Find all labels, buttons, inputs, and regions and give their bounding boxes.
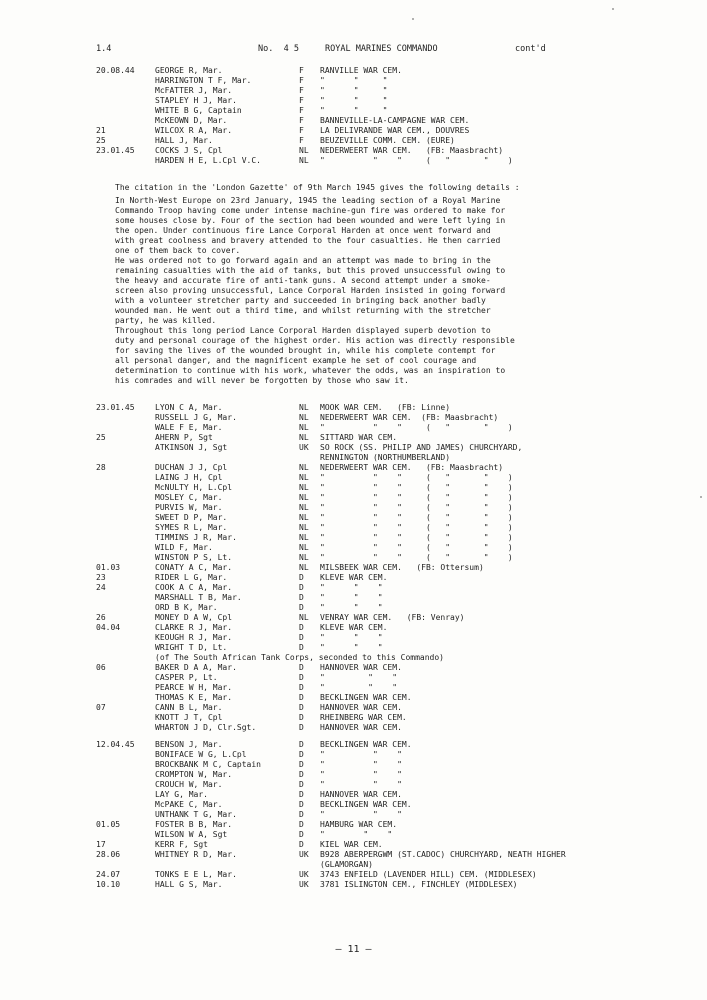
location-cell: " " " bbox=[320, 673, 398, 682]
country-cell: D bbox=[299, 643, 304, 652]
name-cell: GEORGE R, Mar. bbox=[155, 66, 223, 75]
country-cell: D bbox=[299, 723, 304, 732]
scan-speck bbox=[612, 8, 614, 10]
name-cell: WILCOX R A, Mar. bbox=[155, 126, 233, 135]
name-cell: MOSLEY C, Mar. bbox=[155, 493, 223, 502]
entry-row bbox=[0, 66, 707, 76]
country-cell: D bbox=[299, 573, 304, 582]
location-cell: 3743 ENFIELD (LAVENDER HILL) CEM. (MIDDLESEX) bbox=[320, 870, 537, 879]
name-cell: McPAKE C, Mar. bbox=[155, 800, 223, 809]
country-cell: D bbox=[299, 780, 304, 789]
citation-line: Throughout this long period Lance Corporal Harden displayed superb devotion to bbox=[115, 326, 491, 335]
location-cell: " " " bbox=[320, 750, 402, 759]
entry-row bbox=[0, 643, 707, 653]
country-cell: NL bbox=[299, 463, 309, 472]
location-cell: " " " ( " " ) bbox=[320, 423, 513, 432]
name-cell: CROUCH W, Mar. bbox=[155, 780, 223, 789]
country-cell: NL bbox=[299, 553, 309, 562]
citation-line: In North-West Europe on 23rd January, 1945 the leading section of a Royal Marine bbox=[115, 196, 501, 205]
date-cell: 12.04.45 bbox=[96, 740, 135, 749]
name-cell: FOSTER B B, Mar. bbox=[155, 820, 233, 829]
country-cell: F bbox=[299, 76, 304, 85]
entry-row bbox=[0, 673, 707, 683]
entry-row bbox=[0, 493, 707, 503]
date-cell: 26 bbox=[96, 613, 106, 622]
country-cell: F bbox=[299, 66, 304, 75]
scan-speck bbox=[412, 18, 414, 20]
roll-of-honour-top bbox=[0, 66, 707, 166]
location-cell: " " " bbox=[320, 76, 388, 85]
location-cell: " " " ( " " ) bbox=[320, 553, 513, 562]
entry-row bbox=[0, 593, 707, 603]
location-cell: " " " ( " " ) bbox=[320, 493, 513, 502]
date-cell: 06 bbox=[96, 663, 106, 672]
citation-line: some houses close by. Four of the section had been wounded and were left lying in bbox=[115, 216, 506, 225]
date-cell: 28 bbox=[96, 463, 106, 472]
location-cell: " " " bbox=[320, 780, 402, 789]
country-cell: D bbox=[299, 800, 304, 809]
country-cell: NL bbox=[299, 403, 309, 412]
name-cell: McKEOWN D, Mar. bbox=[155, 116, 228, 125]
citation-line: wounded man. He went out a third time, and whilst returning with the stretcher bbox=[115, 306, 491, 315]
name-cell: UNTHANK T G, Mar. bbox=[155, 810, 237, 819]
page-number: — 11 — bbox=[335, 944, 372, 955]
country-cell: D bbox=[299, 683, 304, 692]
name-cell: RIDER L G, Mar. bbox=[155, 573, 228, 582]
date-cell: 04.04 bbox=[96, 623, 121, 632]
country-cell: NL bbox=[299, 613, 309, 622]
name-cell: STAPLEY H J, Mar. bbox=[155, 96, 237, 105]
location-cell: RENNINGTON (NORTHUMBERLAND) bbox=[320, 453, 451, 462]
location-cell: " " " bbox=[320, 643, 383, 652]
name-cell: WHITNEY R D, Mar. bbox=[155, 850, 237, 859]
date-cell: 23 bbox=[96, 573, 106, 582]
country-cell: NL bbox=[299, 493, 309, 502]
name-cell: (of The South African Tank Corps, seconded to this Commando) bbox=[155, 653, 444, 662]
citation-line: the heavy and accurate fire of anti-tank guns. A second attempt under a smoke- bbox=[115, 276, 491, 285]
name-cell: KERR F, Sgt bbox=[155, 840, 208, 849]
name-cell: LYON C A, Mar. bbox=[155, 403, 223, 412]
entry-row bbox=[0, 820, 707, 830]
name-cell: PEARCE W H, Mar. bbox=[155, 683, 233, 692]
location-cell: " " " bbox=[320, 593, 383, 602]
name-cell: BROCKBANK M C, Captain bbox=[155, 760, 261, 769]
entry-row bbox=[0, 513, 707, 523]
entry-row bbox=[0, 703, 707, 713]
date-cell: 20.08.44 bbox=[96, 66, 135, 75]
date-cell: 01.05 bbox=[96, 820, 121, 829]
entry-row bbox=[0, 563, 707, 573]
entry-row bbox=[0, 106, 707, 116]
entry-row bbox=[0, 760, 707, 770]
entry-row bbox=[0, 693, 707, 703]
entry-row bbox=[0, 770, 707, 780]
country-cell: NL bbox=[299, 513, 309, 522]
name-cell: ATKINSON J, Sgt bbox=[155, 443, 228, 452]
location-cell: HANNOVER WAR CEM. bbox=[320, 663, 402, 672]
entry-row bbox=[0, 653, 707, 663]
citation-line: the open. Under continuous fire Lance Corporal Harden at once went forward and bbox=[115, 226, 491, 235]
name-cell: LAY G, Mar. bbox=[155, 790, 208, 799]
name-cell: THOMAS K E, Mar. bbox=[155, 693, 233, 702]
country-cell: D bbox=[299, 623, 304, 632]
entry-row bbox=[0, 880, 707, 890]
country-cell: D bbox=[299, 760, 304, 769]
entry-row bbox=[0, 613, 707, 623]
location-cell: MOOK WAR CEM. (FB: Linne) bbox=[320, 403, 451, 412]
location-cell: " " " bbox=[320, 810, 402, 819]
country-cell: NL bbox=[299, 503, 309, 512]
location-cell: " " " bbox=[320, 583, 383, 592]
date-cell: 10.10 bbox=[96, 880, 121, 889]
location-cell: " " " bbox=[320, 770, 402, 779]
name-cell: COCKS J S, Cpl bbox=[155, 146, 223, 155]
country-cell: UK bbox=[299, 443, 309, 452]
entry-row bbox=[0, 533, 707, 543]
scan-speck bbox=[700, 496, 702, 498]
name-cell: SWEET D P, Mar. bbox=[155, 513, 228, 522]
location-cell: " " " ( " " ) bbox=[320, 533, 513, 542]
country-cell: F bbox=[299, 126, 304, 135]
name-cell: AHERN P, Sgt bbox=[155, 433, 213, 442]
country-cell: NL bbox=[299, 156, 309, 165]
commando-number: No. 4 5 bbox=[258, 44, 299, 54]
citation-line: Commando Troop having come under intense machine-gun fire was ordered to make for bbox=[115, 206, 506, 215]
name-cell: PURVIS W, Mar. bbox=[155, 503, 223, 512]
entry-row bbox=[0, 623, 707, 633]
name-cell: HARRINGTON T F, Mar. bbox=[155, 76, 252, 85]
country-cell: D bbox=[299, 603, 304, 612]
citation-line: one of them back to cover. bbox=[115, 246, 241, 255]
location-cell: " " " bbox=[320, 96, 388, 105]
location-cell: B928 ABERPERGWM (ST.CADOC) CHURCHYARD, NEATH HIGHER bbox=[320, 850, 566, 859]
country-cell: NL bbox=[299, 413, 309, 422]
country-cell: NL bbox=[299, 473, 309, 482]
country-cell: F bbox=[299, 136, 304, 145]
location-cell: HANNOVER WAR CEM. bbox=[320, 723, 402, 732]
name-cell: KEOUGH R J, Mar. bbox=[155, 633, 233, 642]
entry-row bbox=[0, 790, 707, 800]
name-cell: TONKS E E L, Mar. bbox=[155, 870, 237, 879]
name-cell: HALL J, Mar. bbox=[155, 136, 213, 145]
location-cell: SO ROCK (SS. PHILIP AND JAMES) CHURCHYARD, bbox=[320, 443, 523, 452]
location-cell: " " " ( " " ) bbox=[320, 513, 513, 522]
name-cell: BAKER D A A, Mar. bbox=[155, 663, 237, 672]
entry-row bbox=[0, 86, 707, 96]
country-cell: D bbox=[299, 770, 304, 779]
location-cell: " " " bbox=[320, 683, 398, 692]
entry-row bbox=[0, 740, 707, 750]
citation-line: all personal danger, and the magnificent example he set of cool courage and bbox=[115, 356, 477, 365]
country-cell: D bbox=[299, 583, 304, 592]
location-cell: " " " ( " " ) bbox=[320, 483, 513, 492]
country-cell: NL bbox=[299, 423, 309, 432]
citation-line: determination to continue with his work, whatever the odds, was an inspiration to bbox=[115, 366, 506, 375]
location-cell: KLEVE WAR CEM. bbox=[320, 573, 388, 582]
location-cell: (GLAMORGAN) bbox=[320, 860, 373, 869]
country-cell: UK bbox=[299, 870, 309, 879]
citation-line: remaining casualties with the aid of tanks, but this proved unsuccessful owing to bbox=[115, 266, 506, 275]
entry-row bbox=[0, 683, 707, 693]
location-cell: BECKLINGEN WAR CEM. bbox=[320, 693, 412, 702]
roll-of-honour-main bbox=[0, 403, 707, 890]
entry-row bbox=[0, 573, 707, 583]
date-cell: 25 bbox=[96, 136, 106, 145]
entry-row bbox=[0, 523, 707, 533]
country-cell: F bbox=[299, 86, 304, 95]
location-cell: " " " ( " " ) bbox=[320, 543, 513, 552]
country-cell: D bbox=[299, 740, 304, 749]
entry-row bbox=[0, 76, 707, 86]
location-cell: " " " bbox=[320, 106, 388, 115]
entry-row bbox=[0, 433, 707, 443]
country-cell: D bbox=[299, 810, 304, 819]
citation-line: party, he was killed. bbox=[115, 316, 217, 325]
country-cell: F bbox=[299, 116, 304, 125]
entry-row bbox=[0, 553, 707, 563]
continued-label: cont'd bbox=[515, 44, 546, 54]
location-cell: BECKLINGEN WAR CEM. bbox=[320, 740, 412, 749]
entry-row bbox=[0, 443, 707, 453]
location-cell: " " " bbox=[320, 760, 402, 769]
citation-line: with a volunteer stretcher party and succeeded in bringing back another badly bbox=[115, 296, 486, 305]
entry-row bbox=[0, 473, 707, 483]
entry-row bbox=[0, 583, 707, 593]
entry-row bbox=[0, 136, 707, 146]
name-cell: CONATY A C, Mar. bbox=[155, 563, 233, 572]
entry-row bbox=[0, 543, 707, 553]
entry-row bbox=[0, 850, 707, 860]
entry-row bbox=[0, 723, 707, 733]
name-cell: WHARTON J D, Clr.Sgt. bbox=[155, 723, 257, 732]
country-cell: D bbox=[299, 820, 304, 829]
citation-text bbox=[115, 196, 640, 386]
country-cell: NL bbox=[299, 523, 309, 532]
entry-row bbox=[0, 750, 707, 760]
country-cell: NL bbox=[299, 483, 309, 492]
entry-row bbox=[0, 116, 707, 126]
entry-row bbox=[0, 830, 707, 840]
country-cell: F bbox=[299, 106, 304, 115]
country-cell: NL bbox=[299, 543, 309, 552]
entry-row bbox=[0, 663, 707, 673]
location-cell: SITTARD WAR CEM. bbox=[320, 433, 398, 442]
location-cell: VENRAY WAR CEM. (FB: Venray) bbox=[320, 613, 465, 622]
name-cell: CROMPTON W, Mar. bbox=[155, 770, 233, 779]
date-cell: 23.01.45 bbox=[96, 146, 135, 155]
name-cell: McFATTER J, Mar. bbox=[155, 86, 233, 95]
date-cell: 28.06 bbox=[96, 850, 121, 859]
citation-line: with great coolness and bravery attended to the four casualties. He then carried bbox=[115, 236, 501, 245]
date-cell: 01.03 bbox=[96, 563, 121, 572]
location-cell: LA DELIVRANDE WAR CEM., DOUVRES bbox=[320, 126, 470, 135]
name-cell: BENSON J, Mar. bbox=[155, 740, 223, 749]
country-cell: D bbox=[299, 830, 304, 839]
entry-row bbox=[0, 413, 707, 423]
country-cell: D bbox=[299, 593, 304, 602]
date-cell: 24.07 bbox=[96, 870, 121, 879]
date-cell: 17 bbox=[96, 840, 106, 849]
date-cell: 21 bbox=[96, 126, 106, 135]
country-cell: F bbox=[299, 96, 304, 105]
location-cell: " " " bbox=[320, 603, 383, 612]
name-cell: CASPER P, Lt. bbox=[155, 673, 218, 682]
location-cell: HANNOVER WAR CEM. bbox=[320, 703, 402, 712]
entry-row bbox=[0, 146, 707, 156]
location-cell: KIEL WAR CEM. bbox=[320, 840, 383, 849]
country-cell: NL bbox=[299, 433, 309, 442]
location-cell: " " " bbox=[320, 830, 393, 839]
name-cell: McNULTY H, L.Cpl bbox=[155, 483, 233, 492]
name-cell: CLARKE R J, Mar. bbox=[155, 623, 233, 632]
citation-line: He was ordered not to go forward again and an attempt was made to bring in the bbox=[115, 256, 491, 265]
entry-row bbox=[0, 403, 707, 413]
country-cell: D bbox=[299, 693, 304, 702]
location-cell: 3781 ISLINGTON CEM., FINCHLEY (MIDDLESEX) bbox=[320, 880, 518, 889]
name-cell: SYMES R L, Mar. bbox=[155, 523, 228, 532]
entry-row bbox=[0, 503, 707, 513]
location-cell: RHEINBERG WAR CEM. bbox=[320, 713, 407, 722]
location-cell: NEDERWEERT WAR CEM. (FB: Maasbracht) bbox=[320, 146, 504, 155]
citation-intro: The citation in the 'London Gazette' of 9th March 1945 gives the following details : bbox=[115, 183, 520, 192]
name-cell: WRIGHT T D, Lt. bbox=[155, 643, 228, 652]
entry-row bbox=[0, 453, 707, 463]
name-cell: TIMMINS J R, Mar. bbox=[155, 533, 237, 542]
entry-row bbox=[0, 483, 707, 493]
country-cell: D bbox=[299, 750, 304, 759]
country-cell: D bbox=[299, 713, 304, 722]
name-cell: MONEY D A W, Cpl bbox=[155, 613, 233, 622]
name-cell: COOK A C A, Mar. bbox=[155, 583, 233, 592]
country-cell: UK bbox=[299, 850, 309, 859]
location-cell: " " " ( " " ) bbox=[320, 473, 513, 482]
name-cell: MARSHALL T B, Mar. bbox=[155, 593, 242, 602]
entry-row bbox=[0, 780, 707, 790]
name-cell: BONIFACE W G, L.Cpl bbox=[155, 750, 247, 759]
citation-line: his comrades and will never be forgotten by those who saw it. bbox=[115, 376, 409, 385]
country-cell: D bbox=[299, 790, 304, 799]
location-cell: KLEVE WAR CEM. bbox=[320, 623, 388, 632]
name-cell: WALE F E, Mar. bbox=[155, 423, 223, 432]
location-cell: RANVILLE WAR CEM. bbox=[320, 66, 402, 75]
entry-row bbox=[0, 870, 707, 880]
date-cell: 23.01.45 bbox=[96, 403, 135, 412]
date-cell: 25 bbox=[96, 433, 106, 442]
location-cell: " " " ( " " ) bbox=[320, 503, 513, 512]
location-cell: HAMBURG WAR CEM. bbox=[320, 820, 398, 829]
name-cell: ORD B K, Mar. bbox=[155, 603, 218, 612]
entry-row bbox=[0, 713, 707, 723]
name-cell: DUCHAN J J, Cpl bbox=[155, 463, 228, 472]
entry-row bbox=[0, 810, 707, 820]
entry-row bbox=[0, 423, 707, 433]
location-cell: HANNOVER WAR CEM. bbox=[320, 790, 402, 799]
country-cell: NL bbox=[299, 563, 309, 572]
entry-row bbox=[0, 96, 707, 106]
location-cell: NEDERWEERT WAR CEM. (FB: Maasbracht) bbox=[320, 413, 499, 422]
entry-row bbox=[0, 860, 707, 870]
name-cell: KNOTT J T, Cpl bbox=[155, 713, 223, 722]
unit-title: ROYAL MARINES COMMANDO bbox=[325, 44, 438, 54]
country-cell: UK bbox=[299, 880, 309, 889]
page-reference: 1.4 bbox=[96, 44, 112, 54]
citation-line: screen also proving unsuccessful, Lance Corporal Harden insisted in going forward bbox=[115, 286, 506, 295]
location-cell: BECKLINGEN WAR CEM. bbox=[320, 800, 412, 809]
citation-line: for saving the lives of the wounded brought in, while his complete contempt for bbox=[115, 346, 496, 355]
location-cell: BEUZEVILLE COMM. CEM. (EURE) bbox=[320, 136, 455, 145]
date-cell: 07 bbox=[96, 703, 106, 712]
country-cell: D bbox=[299, 840, 304, 849]
country-cell: NL bbox=[299, 533, 309, 542]
name-cell: RUSSELL J G, Mar. bbox=[155, 413, 237, 422]
name-cell: WINSTON P S, Lt. bbox=[155, 553, 233, 562]
country-cell: D bbox=[299, 673, 304, 682]
citation-line: duty and personal courage of the highest order. His action was directly responsible bbox=[115, 336, 515, 345]
country-cell: D bbox=[299, 633, 304, 642]
name-cell: LAING J H, Cpl bbox=[155, 473, 223, 482]
entry-row bbox=[0, 840, 707, 850]
entry-row bbox=[0, 126, 707, 136]
name-cell: HALL G S, Mar. bbox=[155, 880, 223, 889]
country-cell: D bbox=[299, 703, 304, 712]
location-cell: " " " ( " " ) bbox=[320, 523, 513, 532]
name-cell: WHITE B G, Captain bbox=[155, 106, 242, 115]
entry-row bbox=[0, 156, 707, 166]
entry-row bbox=[0, 800, 707, 810]
entry-row bbox=[0, 633, 707, 643]
location-cell: MILSBEEK WAR CEM. (FB: Ottersum) bbox=[320, 563, 484, 572]
location-cell: BANNEVILLE-LA-CAMPAGNE WAR CEM. bbox=[320, 116, 470, 125]
location-cell: " " " bbox=[320, 86, 388, 95]
country-cell: NL bbox=[299, 146, 309, 155]
entry-row bbox=[0, 463, 707, 473]
entry-row bbox=[0, 603, 707, 613]
name-cell: CANN B L, Mar. bbox=[155, 703, 223, 712]
name-cell: WILSON W A, Sgt bbox=[155, 830, 228, 839]
date-cell: 24 bbox=[96, 583, 106, 592]
name-cell: HARDEN H E, L.Cpl V.C. bbox=[155, 156, 261, 165]
location-cell: " " " bbox=[320, 633, 383, 642]
location-cell: NEDERWEERT WAR CEM. (FB: Maasbracht) bbox=[320, 463, 504, 472]
name-cell: WILD F, Mar. bbox=[155, 543, 213, 552]
country-cell: D bbox=[299, 663, 304, 672]
location-cell: " " " ( " " ) bbox=[320, 156, 513, 165]
